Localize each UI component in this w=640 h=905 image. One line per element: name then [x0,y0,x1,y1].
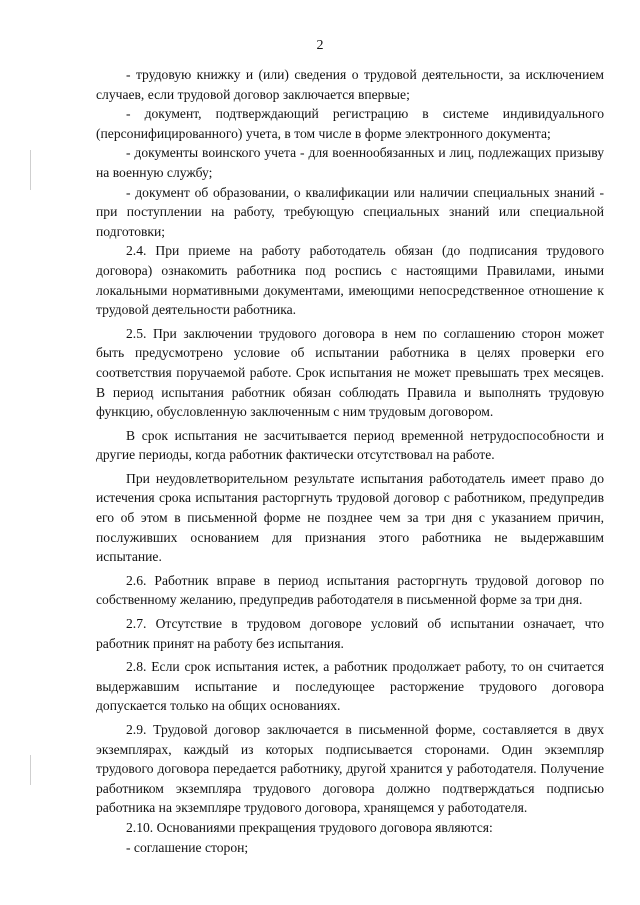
clause-2-5: 2.5. При заключении трудового договора в нем по соглашению сторон может быть предусмотрено условие об испытании работника в целях проверки его соответствия поручаемой работе. Срок испытания не может превышать трех месяцев. В период испытания работник обязан соблюдать Правила и выполнять трудовую функцию, обусловленную заключенным с ним трудовым договором. [96,325,604,420]
clause-2-8: 2.8. Если срок испытания истек, а работник продолжает работу, то он считается выдержавшим испытание и последующее расторжение трудового договора допускается только на общих основаниях. [96,659,604,714]
list-item-education-document: - документ об образовании, о квалификации или наличии специальных знаний - при поступлении на работу, требующую специальных знаний или специальной подготовки; [96,184,604,239]
clause-2-6: 2.6. Работник вправе в период испытания расторгнуть трудовой договор по собственному желанию, предупредив работодателя в письменной форме за три дня. [96,572,604,608]
list-item-work-record: - трудовую книжку и (или) сведения о трудовой деятельности, за исключением случаев, если трудовой договор заключается впервые; [96,67,604,102]
page-number: 2 [316,38,324,53]
list-item-registration-document: - документ, подтверждающий регистрацию в системе индивидуального (персонифицированного) учета, в том числе в форме электронного документа; [96,106,604,141]
list-item-military-documents: - документы воинского учета - для военнообязанных и лиц, подлежащих призыву на военную службу; [96,145,604,180]
clause-2-5-probation-exclusions: В срок испытания не засчитывается период временной нетрудоспособности и другие периоды, когда работник фактически отсутствовал на работе. [96,427,604,463]
clause-2-7: 2.7. Отсутствие в трудовом договоре условий об испытании означает, что работник принят на работу без испытания. [96,616,604,651]
scan-margin-mark [30,150,31,190]
clause-2-5-unsatisfactory-result: При неудовлетворительном результате испытания работодатель имеет право до истечения срока испытания расторгнуть трудовой договор с работником, предупредив его об этом в письменной форме не позднее чем за три дня с указанием причин, послуживших основанием для признания этого работника не выдержавшим испытание. [96,470,604,565]
scan-margin-mark [30,755,31,785]
document-body [96,65,604,857]
list-item-mutual-agreement: - соглашение сторон; [126,839,249,855]
clause-2-10: 2.10. Основаниями прекращения трудового договора являются: [126,819,493,835]
clause-2-4: 2.4. При приеме на работу работодатель обязан (до подписания трудового договора) ознакомить работника под роспись с настоящими Правилами, иными локальными нормативными документами, имеющими непосредственное отношение к трудовой деятельности работника. [96,243,604,318]
clause-2-9: 2.9. Трудовой договор заключается в письменной форме, составляется в двух экземплярах, каждый из которых подписывается сторонами. Один экземпляр трудового договора передается работнику, другой хранится у работодателя. Получение работником экземпляра трудового договора должно подтверждаться подписью работника на экземпляре трудового договора, хранящемся у работодателя. [96,722,604,816]
